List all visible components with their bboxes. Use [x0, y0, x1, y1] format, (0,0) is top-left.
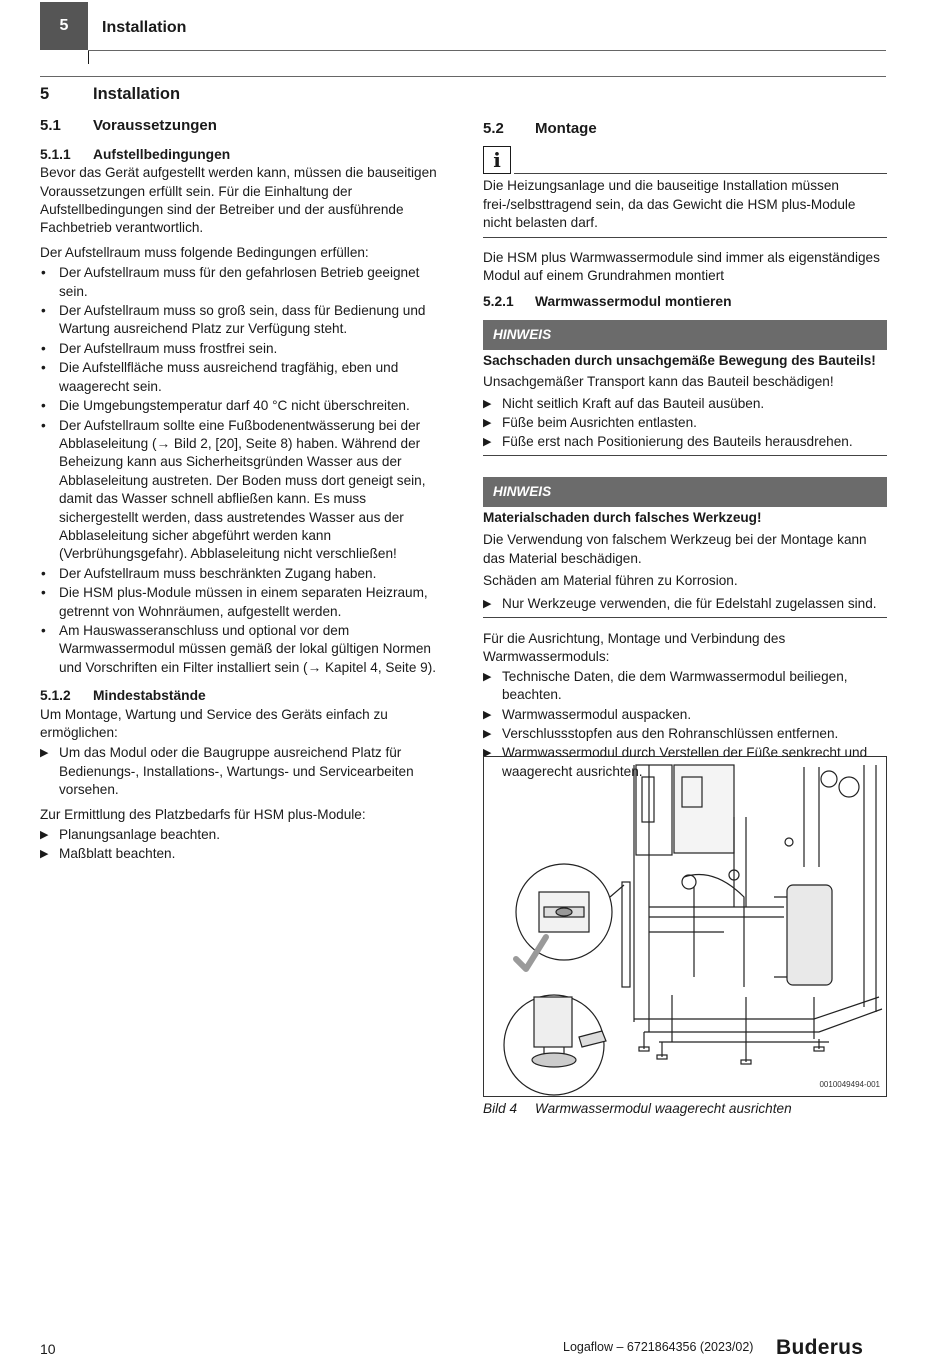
- info-end-rule: [483, 237, 887, 238]
- info-icon: i: [483, 146, 511, 174]
- chapter-number: 5: [40, 85, 50, 103]
- chapter-title: Installation: [93, 85, 181, 103]
- section-heading-5-1-2: [40, 687, 445, 705]
- list-item: [40, 417, 445, 564]
- notice-end-rule: [483, 617, 887, 618]
- figure-id: 0010049494-001: [819, 1080, 880, 1089]
- arrow-icon: ▶: [483, 397, 492, 410]
- chapter-heading: [40, 85, 445, 103]
- arrow-icon: ▶: [483, 597, 492, 610]
- arrow-icon: ▶: [483, 747, 492, 760]
- list-item: [483, 433, 887, 451]
- arrow-icon: ▶: [483, 436, 492, 449]
- notice-list: [483, 595, 887, 613]
- list-item: [40, 264, 445, 301]
- list-item-text: Die Umgebungstemperatur darf 40 °C nicht überschreiten.: [59, 398, 410, 414]
- section-number: 5.1.2: [40, 688, 71, 704]
- list-item-text: Technische Daten, die dem Warmwassermodul beiliegen, beachten.: [502, 668, 848, 703]
- list-item: [40, 397, 445, 415]
- figure-caption: [483, 1101, 792, 1116]
- notice-banner: HINWEIS: [483, 477, 887, 507]
- info-rule: [514, 173, 887, 174]
- list-item-text: Der Aufstellraum muss frostfrei sein.: [59, 340, 278, 356]
- info-note-header: [483, 146, 887, 174]
- header-rule: [88, 50, 886, 51]
- list-item-text: Die HSM plus-Module müssen in einem separaten Heizraum, getrennt von Wohnräumen, aufgestellt werden.: [59, 585, 428, 619]
- arrow-icon: ▶: [483, 417, 492, 430]
- paragraph-lead: Der Aufstellraum muss folgende Bedingungen erfüllen:: [40, 244, 369, 260]
- list-item-text: Nicht seitlich Kraft auf das Bauteil ausüben.: [502, 395, 765, 411]
- section-number: 5.2.1: [483, 294, 514, 310]
- list-item-text: Warmwassermodul auspacken.: [502, 706, 692, 722]
- section-number: 5.1.1: [40, 146, 71, 162]
- list-item-text: Maßblatt beachten.: [59, 846, 176, 862]
- list-item: [40, 845, 445, 863]
- instruction-list: [40, 826, 445, 864]
- arrow-icon: ▶: [40, 848, 49, 861]
- instruction-list: [40, 744, 445, 799]
- bullet-icon: •: [41, 398, 46, 414]
- list-item-text: Verschlussstopfen aus den Rohranschlüssen entfernen.: [502, 725, 839, 741]
- list-item-text: Der Aufstellraum sollte eine Fußbodenentwässerung bei der Abblaseleitung (→ Bild 2, [20], Seite 8) haben. Während der Beheizung kann aus Sicherheitsgründen Wasser aus der Abblaseleitung austreten. Der Boden muss dort geneigt sein, damit das Wasser schnell abfließen kann. Es muss sichergestellt werden, dass austretendes Wasser aus der Abblaseleitung sicher abgeführt werden kann (Verbrühungsgefahr). Abblaseleitung nicht verschließen!: [59, 417, 426, 562]
- paragraph-intro: Um Montage, Wartung und Service des Geräts einfach zu ermöglichen:: [40, 706, 388, 740]
- list-item-text: Am Hauswasseranschluss und optional vor dem Warmwassermodul müssen gemäß der lokal gültigen Normen und Vorschriften ein Filter installiert sein (→ Kapitel 4, Seite 9).: [59, 622, 437, 675]
- section-title: Montage: [535, 120, 597, 137]
- list-item-text: Planungsanlage beachten.: [59, 827, 220, 843]
- paragraph: Die HSM plus Warmwassermodule sind immer als eigenständiges Modul auf einem Grundrahmen montiert: [483, 249, 880, 284]
- bullet-icon: •: [41, 417, 46, 433]
- conditions-list: [40, 264, 445, 677]
- list-item-text: Um das Modul oder die Baugruppe ausreichend Platz für Bedienungs-, Installations-, Wartungs- und Servicearbeiten vorsehen.: [59, 745, 414, 798]
- list-item: [40, 622, 445, 677]
- list-item: [40, 340, 445, 358]
- section-heading-5-2: [483, 120, 887, 138]
- section-title: Aufstellbedingungen: [93, 146, 231, 162]
- list-item-text: Der Aufstellraum muss so groß sein, dass für Bedienung und Wartung ausreichend Platz zur Verfügung steht.: [59, 303, 426, 337]
- notice-text: Unsachgemäßer Transport kann das Bauteil beschädigen!: [483, 374, 834, 390]
- notice-title: Sachschaden durch unsachgemäße Bewegung des Bauteils!: [483, 352, 876, 368]
- list-item: [483, 668, 887, 705]
- list-item: [483, 395, 887, 413]
- section-number: 5.1: [40, 117, 61, 135]
- module-illustration: [484, 757, 886, 1096]
- left-column: [40, 85, 445, 870]
- notice-list: [483, 395, 887, 452]
- arrow-icon: ▶: [483, 708, 492, 721]
- section-rule: [40, 76, 886, 77]
- section-title: Voraussetzungen: [93, 117, 217, 135]
- list-item-text: Warmwassermodul durch Verstellen der Füße senkrecht und waagerecht ausrichten.: [502, 745, 868, 779]
- list-item: [40, 584, 445, 621]
- section-heading-5-1: [40, 117, 445, 135]
- list-item: [483, 414, 887, 432]
- bullet-icon: •: [41, 585, 46, 601]
- list-item-text: Die Aufstellfläche muss ausreichend tragfähig, eben und waagerecht sein.: [59, 360, 399, 394]
- bullet-icon: •: [41, 340, 46, 356]
- running-header-title: Installation: [102, 19, 187, 36]
- paragraph-lead: Für die Ausrichtung, Montage und Verbindung des Warmwassermoduls:: [483, 630, 786, 665]
- notice-text: Die Verwendung von falschem Werkzeug bei der Montage kann das Material beschädigen.: [483, 532, 867, 566]
- chapter-tab-number: 5: [59, 17, 69, 34]
- figure-bild-4: [483, 756, 887, 1097]
- section-heading-5-1-1: [40, 146, 445, 164]
- bullet-icon: •: [41, 565, 46, 581]
- right-column: [483, 120, 887, 787]
- list-item: [40, 826, 445, 844]
- notice-text: Schäden am Material führen zu Korrosion.: [483, 573, 738, 589]
- list-item: [40, 359, 445, 396]
- section-heading-5-2-1: [483, 293, 887, 311]
- list-item: [483, 706, 887, 724]
- bullet-icon: •: [41, 360, 46, 376]
- section-title: Warmwassermodul montieren: [535, 294, 732, 310]
- notice-title: Materialschaden durch falsches Werkzeug!: [483, 509, 762, 525]
- paragraph-intro: Bevor das Gerät aufgestellt werden kann, müssen die bauseitigen Voraussetzungen erfüllt sein. Für die Einhaltung der Aufstellbedingungen sind der Betreiber und der ausführende Fachbetrieb verantwortlich.: [40, 165, 437, 236]
- list-item: [40, 744, 445, 799]
- list-item-text: Der Aufstellraum muss beschränkten Zugang haben.: [59, 565, 377, 581]
- arrow-icon: ▶: [483, 727, 492, 740]
- list-item: [483, 725, 887, 743]
- list-item: [40, 302, 445, 339]
- header-tick: [88, 50, 89, 64]
- chapter-tab: [40, 2, 88, 50]
- arrow-icon: ▶: [483, 670, 492, 683]
- brand-logo: Buderus: [776, 1336, 864, 1359]
- caption-number: Bild 4: [483, 1101, 518, 1116]
- notice-end-rule: [483, 455, 887, 456]
- bullet-icon: •: [41, 265, 46, 281]
- section-title: Mindestabstände: [93, 688, 206, 704]
- bullet-icon: •: [41, 622, 46, 638]
- arrow-icon: ▶: [40, 829, 49, 842]
- section-number: 5.2: [483, 120, 504, 137]
- arrow-icon: ▶: [40, 747, 49, 760]
- list-item-text: Füße erst nach Positionierung des Bauteils herausdrehen.: [502, 434, 853, 450]
- caption-text: Warmwassermodul waagerecht ausrichten: [535, 1101, 792, 1116]
- notice-banner: HINWEIS: [483, 320, 887, 350]
- document-reference: Logaflow – 6721864356 (2023/02): [563, 1340, 754, 1354]
- info-text: Die Heizungsanlage und die bauseitige Installation müssen frei-/selbsttragend sein, da das Gewicht die HSM plus-Module nicht belasten darf.: [483, 178, 856, 231]
- paragraph-lead: Zur Ermittlung des Platzbedarfs für HSM plus-Module:: [40, 806, 366, 822]
- list-item: [40, 565, 445, 583]
- list-item-text: Der Aufstellraum muss für den gefahrlosen Betrieb geeignet sein.: [59, 265, 420, 299]
- list-item-text: Nur Werkzeuge verwenden, die für Edelstahl zugelassen sind.: [502, 595, 877, 611]
- bullet-icon: •: [41, 303, 46, 319]
- list-item: [483, 595, 887, 613]
- page-number: 10: [40, 1341, 56, 1357]
- list-item-text: Füße beim Ausrichten entlasten.: [502, 415, 697, 431]
